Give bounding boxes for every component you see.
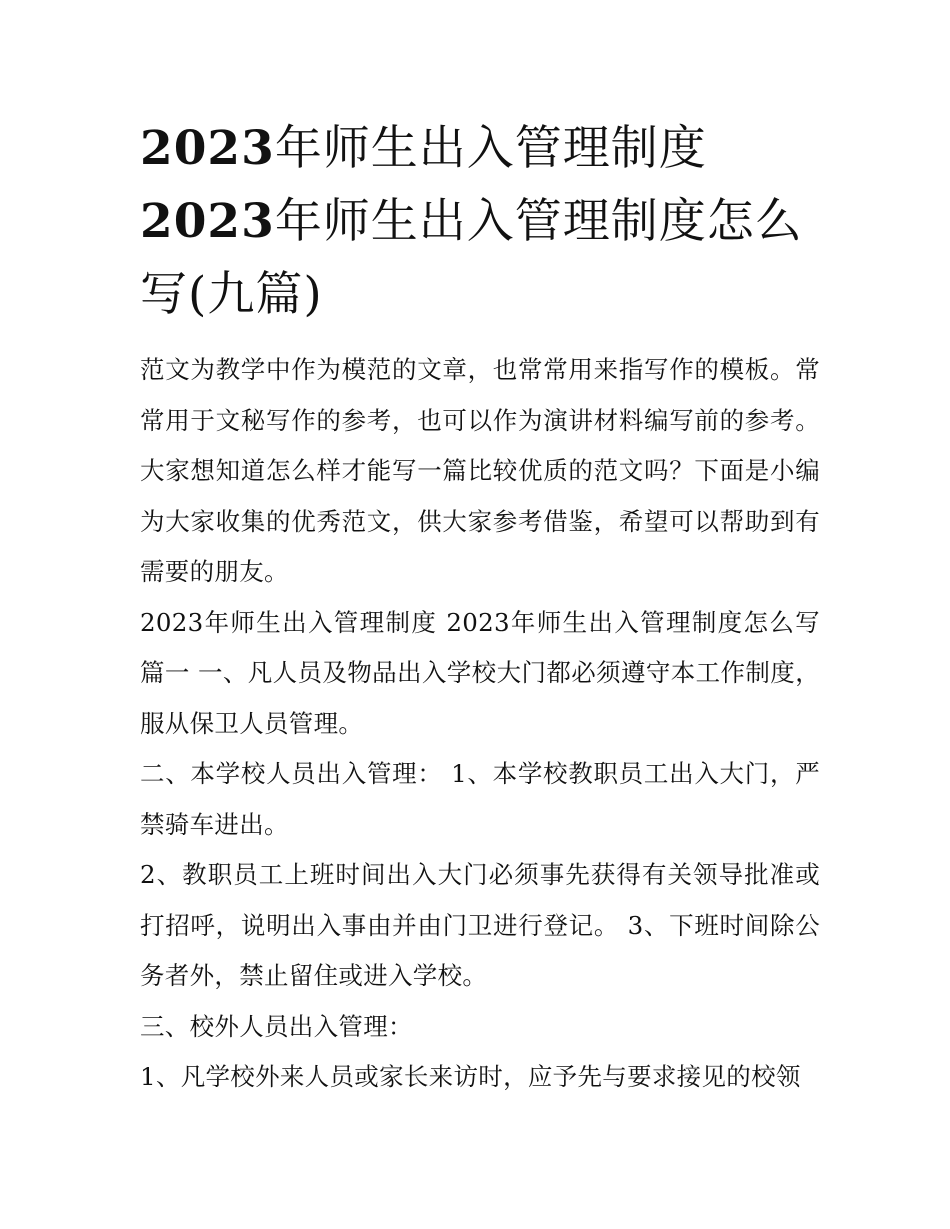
section-three-heading: 三、校外人员出入管理： xyxy=(140,1011,413,1041)
title-text-2: 年师生出入管理制度怎么写(九篇) xyxy=(140,194,803,322)
rule-one-paragraph: 1、凡学校外来人员或家长来访时，应予先与要求接见的校领 xyxy=(140,1062,801,1091)
section-two-paragraph: 二、本学校人员出入管理： 1、本学校教职员工出入大门，严禁骑车进出。 xyxy=(140,759,820,839)
rule-two-paragraph: 2、教职员工上班时间出入大门必须事先获得有关领导批准或打招呼，说明出入事由并由门卫进行登记。 3、下班时间除公务者外，禁止留住或进入学校。 xyxy=(140,860,820,990)
title-year-1: 2023 xyxy=(140,121,275,176)
intro-paragraph: 范文为教学中作为模范的文章，也常常用来指写作的模板。常常用于文秘写作的参考，也可以作为演讲材料编写前的参考。大家想知道怎么样才能写一篇比较优质的范文吗？下面是小编为大家收集的优秀范文，供大家参考借鉴，希望可以帮助到有需要的朋友。 xyxy=(140,355,820,586)
title-year-2: 2023 xyxy=(140,194,275,249)
document-page xyxy=(140,112,820,1103)
title-text-1: 年师生出入管理制度 xyxy=(274,121,707,176)
section-one-paragraph: 2023年师生出入管理制度 2023年师生出入管理制度怎么写篇一 一、凡人员及物品出入学校大门都必须遵守本工作制度，服从保卫人员管理。 xyxy=(140,607,820,738)
document-title xyxy=(140,112,820,331)
